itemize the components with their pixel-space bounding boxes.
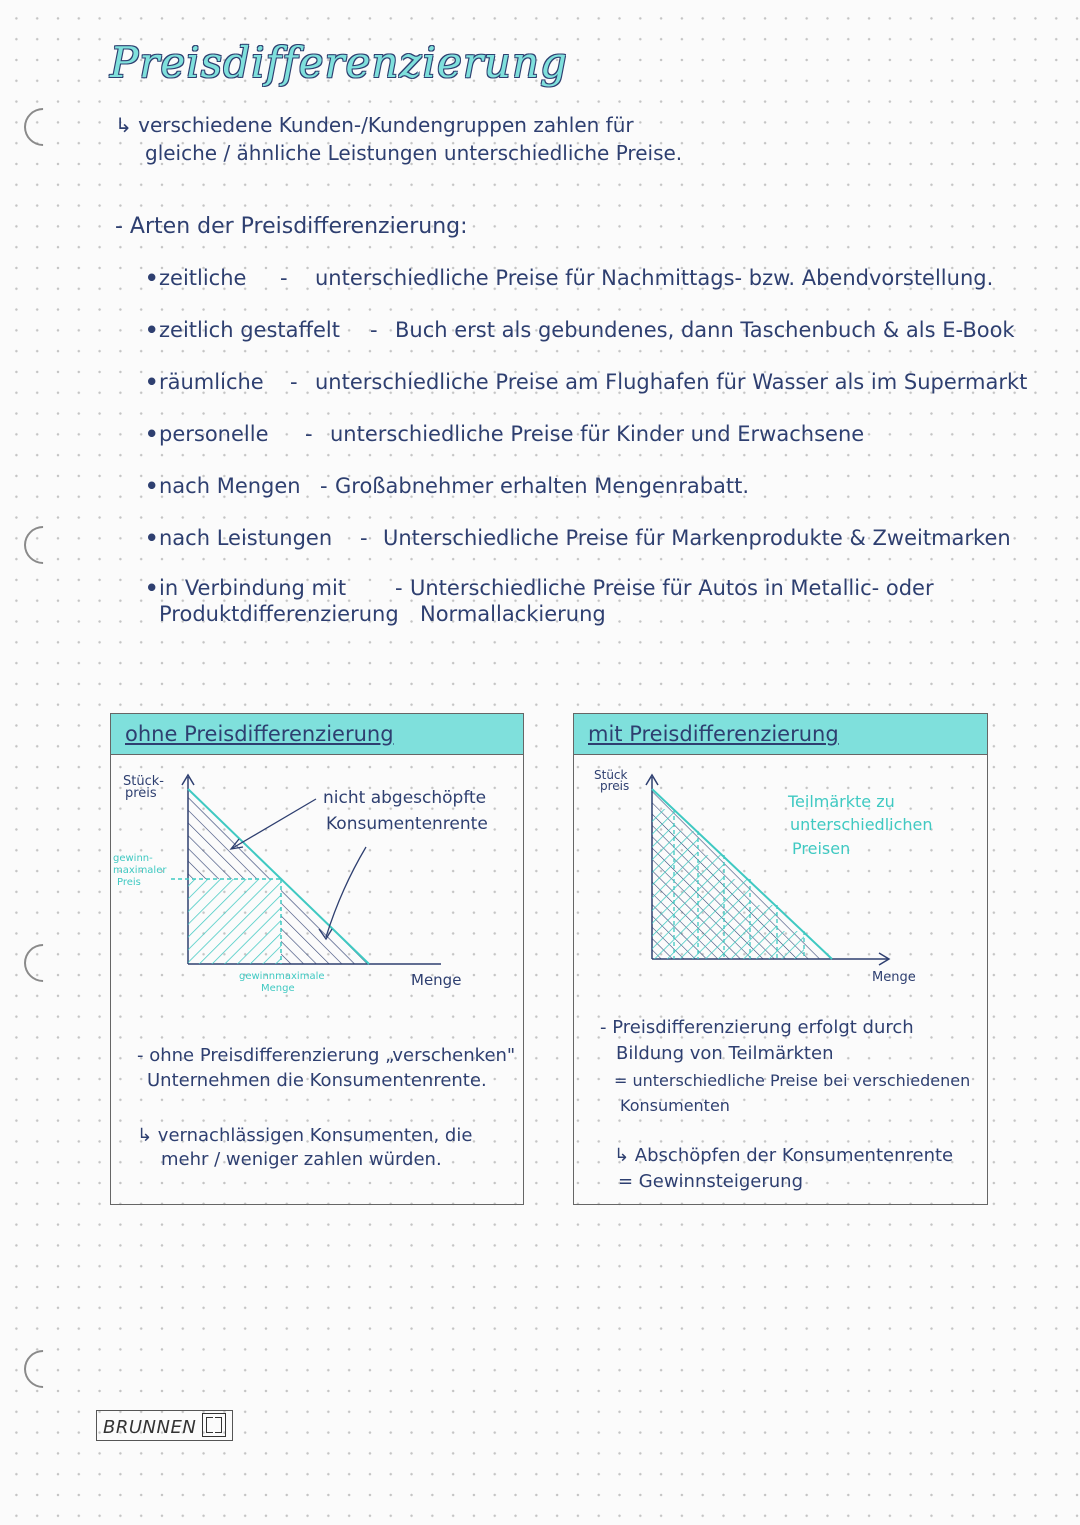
chart-mit [574, 759, 987, 1019]
type-item-zeitliche [145, 266, 994, 290]
right-note-6: = Gewinnsteigerung [618, 1171, 804, 1192]
price-label-2: maximaler [113, 865, 167, 876]
right-note-5: ↳ Abschöpfen der Konsumentenrente [614, 1145, 954, 1166]
brunnen-logo-icon [202, 1413, 226, 1437]
annotation-label-1: Teilmärkte zu [788, 792, 895, 811]
punch-hole-2 [16, 518, 70, 572]
type-item-produktdifferenzierung [145, 576, 934, 626]
revenue-area [188, 879, 281, 964]
type-desc: unterschiedliche Preise für Nachmittags- bzw. Abendvorstellung. [315, 266, 994, 290]
type-item-nach-leistungen [145, 526, 1011, 550]
price-label-1: gewinn- [113, 853, 153, 864]
right-note-4: Konsumenten [620, 1096, 730, 1115]
type-name-2: Produktdifferenzierung [159, 602, 399, 626]
punch-hole-1 [16, 100, 70, 154]
type-desc-2: Normallackierung [420, 602, 606, 626]
type-name: nach Leistungen [159, 526, 333, 550]
bullet-icon: • [145, 526, 159, 550]
types-heading: - Arten der Preisdifferenzierung: [115, 214, 468, 239]
box-header [574, 714, 987, 755]
left-note-3: ↳ vernachlässigen Konsumenten, die [137, 1125, 473, 1146]
type-name: zeitliche [159, 266, 247, 290]
type-desc: Buch erst als gebundenes, dann Taschenbuch & als E-Book [395, 318, 1015, 342]
box-title: ohne Preisdifferenzierung [125, 722, 394, 746]
annotation-arrow-2 [326, 847, 366, 937]
annotation-label-1: nicht abgeschöpfte [323, 788, 487, 808]
dash: - [290, 370, 298, 394]
definition-line-1: ↳ verschiedene Kunden-/Kundengruppen zahlen für [115, 113, 634, 137]
brand-logo [96, 1410, 233, 1441]
price-label-3: Preis [117, 877, 141, 888]
bullet-icon: • [145, 370, 159, 394]
type-item-zeitlich-gestaffelt [145, 318, 1015, 342]
dash: - [280, 266, 288, 290]
type-name: zeitlich gestaffelt [159, 318, 340, 342]
annotation-label-3: Preisen [792, 839, 851, 858]
type-desc: unterschiedliche Preise für Kinder und Erwachsene [330, 422, 865, 446]
chart-ohne [111, 759, 523, 1019]
left-note-2: Unternehmen die Konsumentenrente. [147, 1070, 487, 1091]
box-ohne-preisdifferenzierung [110, 713, 524, 1205]
type-name: in Verbindung mit [159, 576, 347, 600]
qty-label-2: Menge [261, 983, 295, 994]
dash: - [395, 576, 403, 600]
bullet-icon: • [145, 318, 159, 342]
x-axis-label: Menge [872, 970, 916, 985]
type-name: nach Mengen [159, 474, 301, 498]
y-label-1: Stück- [123, 774, 164, 789]
annotation-label-2: unterschiedlichen [790, 815, 933, 834]
type-desc: Großabnehmer erhalten Mengenrabatt. [335, 474, 750, 498]
box-mit-preisdifferenzierung [573, 713, 988, 1205]
annotation-arrow-1 [231, 799, 316, 849]
y-label-1: Stück [594, 768, 628, 782]
dash: - [370, 318, 378, 342]
punch-hole-4 [16, 1342, 70, 1396]
bullet-icon: • [145, 576, 159, 600]
right-note-3: = unterschiedliche Preise bei verschiedenen [614, 1071, 971, 1090]
bullet-icon: • [145, 422, 159, 446]
definition-line-2: gleiche / ähnliche Leistungen unterschiedliche Preise. [145, 141, 683, 165]
type-desc: unterschiedliche Preise am Flughafen für Wasser als im Supermarkt [315, 370, 1028, 394]
qty-label-1: gewinnmaximale [239, 971, 325, 982]
type-item-raeumliche [145, 370, 1028, 394]
y-label-2: preis [600, 779, 630, 793]
page-title: Preisdifferenzierung [110, 38, 568, 87]
y-label-2: preis [125, 786, 157, 801]
type-item-nach-mengen [145, 474, 750, 498]
type-name: personelle [159, 422, 269, 446]
punch-hole-3 [16, 936, 70, 990]
dash: - [320, 474, 328, 498]
left-note-4: mehr / weniger zahlen würden. [161, 1149, 442, 1170]
type-name: räumliche [159, 370, 264, 394]
annotation-label-2: Konsumentenrente [326, 814, 488, 834]
dash: - [360, 526, 368, 550]
type-desc: Unterschiedliche Preise für Markenprodukte & Zweitmarken [383, 526, 1011, 550]
left-note-1: - ohne Preisdifferenzierung „verschenken" [137, 1045, 516, 1066]
right-note-2: Bildung von Teilmärkten [616, 1043, 834, 1064]
dash: - [305, 422, 313, 446]
bullet-icon: • [145, 474, 159, 498]
bullet-icon: • [145, 266, 159, 290]
type-item-personelle [145, 422, 865, 446]
box-header [111, 714, 523, 755]
x-axis-label: Menge [411, 971, 462, 989]
brand-name: BRUNNEN [103, 1417, 197, 1438]
box-title: mit Preisdifferenzierung [588, 722, 839, 746]
type-desc: Unterschiedliche Preise für Autos in Metallic- oder [410, 576, 934, 600]
right-note-1: - Preisdifferenzierung erfolgt durch [600, 1017, 914, 1038]
